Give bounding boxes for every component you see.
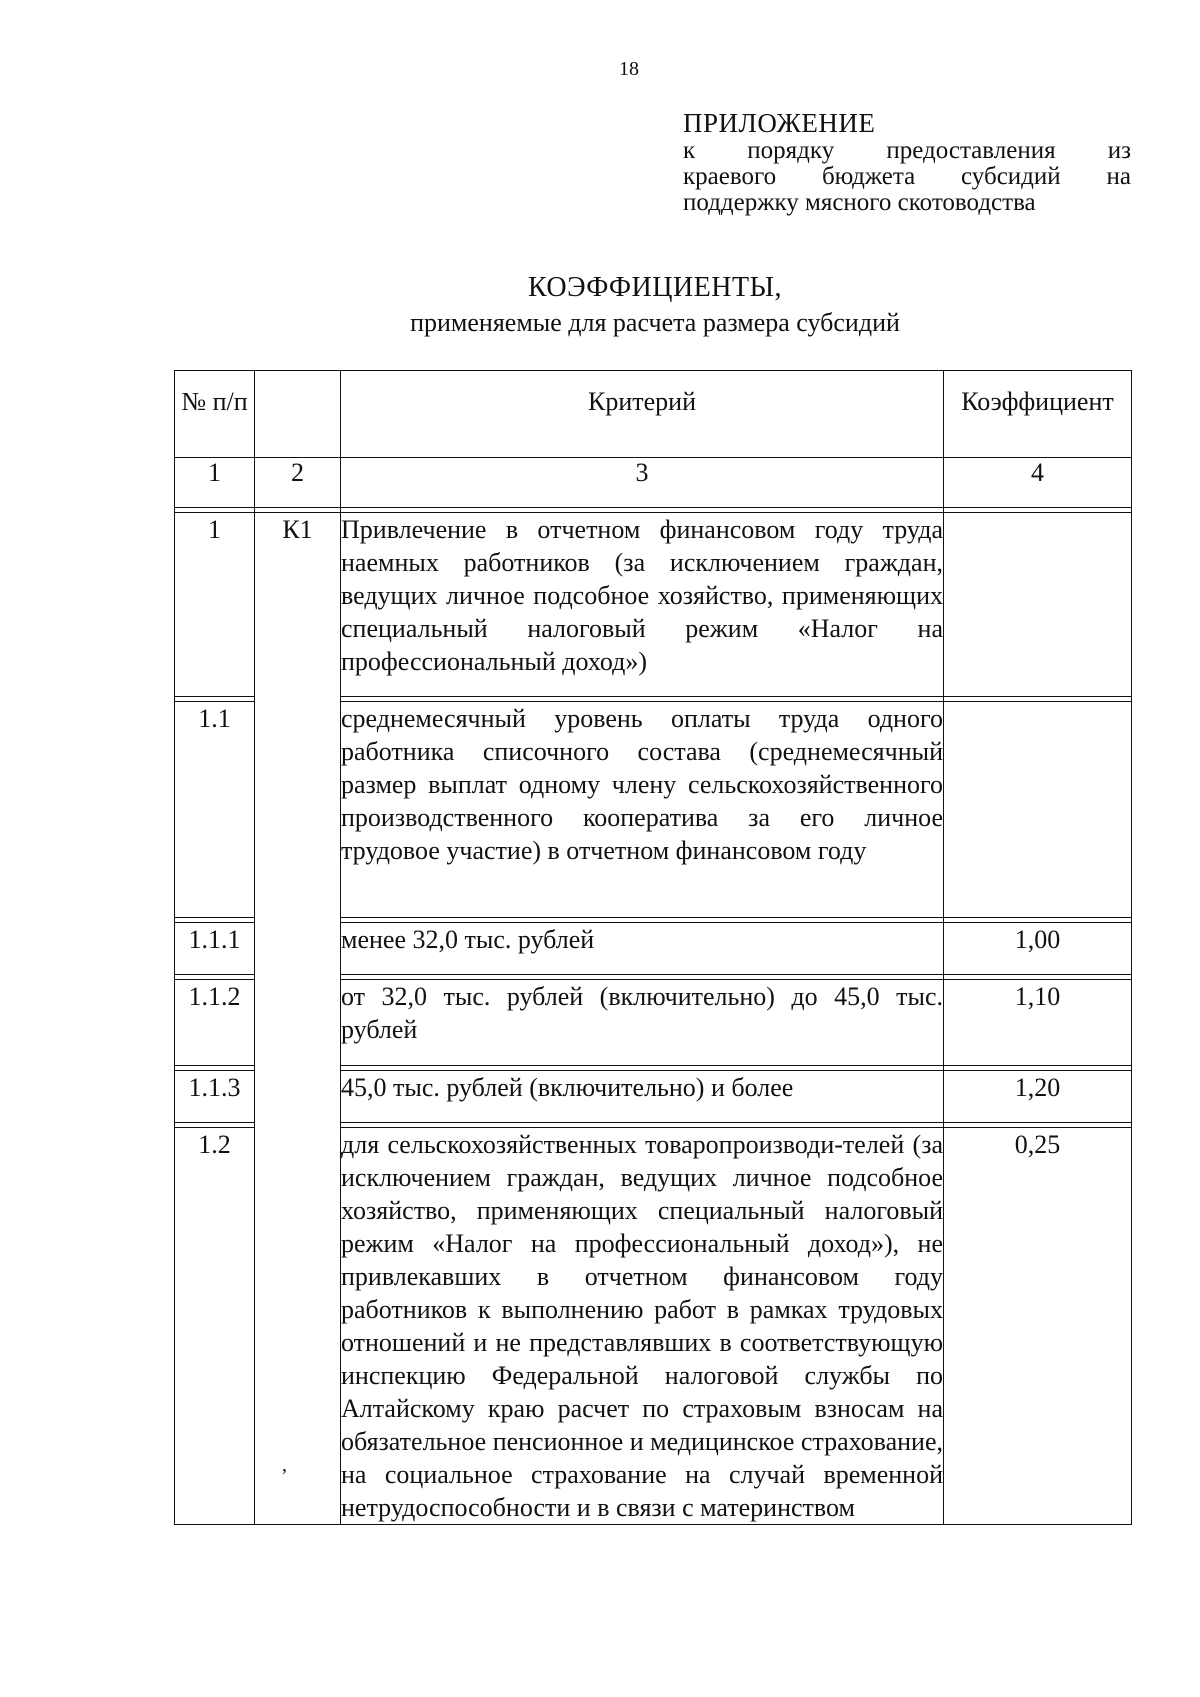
appendix-line: поддержку мясного скотоводства [683, 189, 1036, 216]
header-code [255, 371, 341, 458]
coefficients-table [174, 370, 1132, 1525]
stray-mark: , [282, 1454, 287, 1476]
row-criterion: менее 32,0 тыс. рублей [341, 923, 944, 975]
row-coefficient: 1,00 [944, 923, 1132, 975]
column-number: 4 [944, 458, 1132, 508]
row-criterion: 45,0 тыс. рублей (включительно) и более [341, 1071, 944, 1123]
row-coefficient: 1,20 [944, 1071, 1132, 1123]
row-num: 1.1 [175, 702, 255, 918]
appendix-block [683, 108, 1131, 216]
appendix-title: ПРИЛОЖЕНИЕ [683, 108, 876, 138]
appendix-line: к порядку предоставления из [683, 137, 1131, 164]
header-criterion: Критерий [341, 371, 944, 458]
row-coefficient: 0,25 [944, 1128, 1132, 1525]
column-numbers-row [175, 458, 1132, 508]
column-number: 1 [175, 458, 255, 508]
table-row [175, 513, 1132, 697]
row-num: 1.2 [175, 1128, 255, 1525]
column-number: 3 [341, 458, 944, 508]
row-criterion: для сельскохозяйственных товаропроизводи-телей (за исключением граждан, ведущих личное подсобное хозяйство, применяющих специальный налоговый режим «Налог на профессиональный доход»), не привлекавших в отчетном финансовом году работников к выполнению работ в рамках трудовых отношений и не представлявших в соответствующую инспекцию Федеральной налоговой службы по Алтайскому краю расчет по страховым взносам на обязательное пенсионное и медицинское страхование, на социальное страхование на случай временной нетрудоспособности и в связи с материнством [341, 1128, 944, 1525]
table-header-row [175, 371, 1132, 458]
row-num: 1.1.3 [175, 1071, 255, 1123]
row-num: 1 [175, 513, 255, 697]
document-title: КОЭФФИЦИЕНТЫ, [527, 272, 783, 303]
row-code: К1 [255, 513, 341, 1525]
header-num: № п/п [175, 371, 255, 458]
row-coefficient [944, 702, 1132, 918]
row-criterion: от 32,0 тыс. рублей (включительно) до 45,0 тыс. рублей [341, 980, 944, 1066]
row-coefficient: 1,10 [944, 980, 1132, 1066]
row-criterion: среднемесячный уровень оплаты труда одного работника списочного состава (среднемесячный размер выплат одному члену сельскохозяйственного производственного кооператива за его личное трудовое участие) в отчетном финансовом году [341, 702, 944, 918]
page-number: 18 [619, 58, 639, 80]
row-num: 1.1.2 [175, 980, 255, 1066]
row-coefficient [944, 513, 1132, 697]
column-number: 2 [255, 458, 341, 508]
document-subtitle: применяемые для расчета размера субсидий [410, 308, 900, 337]
row-num: 1.1.1 [175, 923, 255, 975]
row-criterion: Привлечение в отчетном финансовом году труда наемных работников (за исключением граждан, ведущих личное подсобное хозяйство, применяющих специальный налоговый режим «Налог на профессиональный доход») [341, 513, 944, 697]
header-coefficient: Коэффициент [944, 371, 1132, 458]
appendix-line: краевого бюджета субсидий на [683, 163, 1131, 190]
